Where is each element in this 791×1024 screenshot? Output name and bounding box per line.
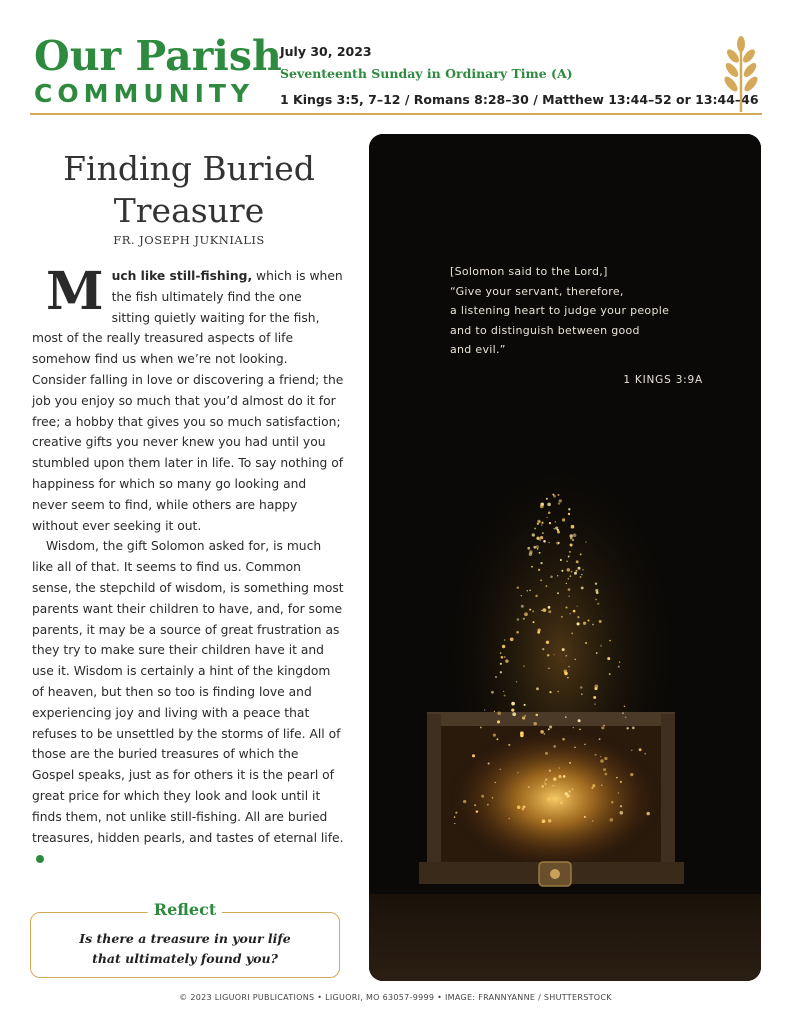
spark [549,522,551,524]
spark [527,590,529,592]
spark [592,624,594,626]
spark [548,511,551,514]
spark [600,756,601,757]
spark [476,810,478,812]
spark [566,583,567,584]
spark [528,786,530,788]
spark [605,773,608,776]
spark [529,553,533,557]
spark [599,620,602,623]
spark [570,537,573,540]
spark [497,711,501,715]
spark [523,618,525,620]
spark [504,639,505,640]
spark [550,575,553,578]
lead-in: uch like still-fishing, [111,269,253,283]
spark [537,631,540,634]
spark [511,708,514,711]
spark [503,691,504,692]
spark [496,738,498,740]
spark [557,494,559,496]
spark [599,738,601,740]
spark [532,610,534,612]
scripture-quote [450,262,740,360]
quote-line-3: a listening heart to judge your people [450,304,670,317]
spark [576,570,578,572]
spark [600,759,604,763]
spark [562,648,565,651]
spark [565,606,567,608]
spark [540,536,543,539]
spark [537,520,540,523]
spark [534,528,536,530]
page-footer: © 2023 LIGUORI PUBLICATIONS • LIGUORI, MO 63057-9999 • IMAGE: FRANNYANNE / SHUTTERSTOCK [179,993,612,1002]
treasure-chest-image [369,134,761,981]
spark [593,696,596,699]
spark [644,753,646,755]
spark [524,612,528,616]
spark [578,567,581,570]
reflect-box [30,900,340,978]
spark [541,522,543,524]
spark [504,656,506,658]
spark [570,575,572,577]
spark [618,666,620,668]
spark [596,652,598,654]
spark [610,818,614,822]
spark [488,763,490,765]
spark [568,596,569,597]
spark [618,792,619,793]
spark [543,608,547,612]
spark [622,712,623,713]
spark [532,533,535,536]
spark [568,588,571,591]
scripture-readings: 1 Kings 3:5, 7–12 / Romans 8:28–30 / Matthew 13:44–52 or 13:44–46 [280,92,759,107]
article-title: Finding Buried Treasure [63,149,315,231]
spark [619,661,620,662]
spark [521,605,524,608]
spark [583,622,586,625]
masthead [30,34,765,114]
spark [581,693,583,695]
masthead-divider [30,113,762,115]
spark [609,640,611,642]
reflect-label: Reflect [148,900,222,919]
spark [626,727,628,729]
spark [568,578,570,580]
spark [578,719,581,722]
spark [454,816,455,817]
spark [553,528,555,530]
spark [508,744,510,746]
spark [509,818,510,819]
spark [553,745,556,748]
article-byline: FR. JOSEPH JUKNIALIS [113,233,265,247]
spark [573,727,574,728]
spark [581,586,584,589]
spark [557,691,559,693]
spark [536,537,539,540]
spark [463,800,466,803]
spark [545,779,547,781]
spark [531,566,533,568]
spark [574,572,577,575]
spark [536,545,539,548]
spark [577,606,578,607]
spark [548,606,551,609]
spark [540,579,542,581]
spark [576,560,579,563]
quote-line-1: [Solomon said to the Lord,] [450,265,608,278]
spark [522,716,525,719]
spark [522,805,525,808]
spark [542,819,546,823]
spark [480,726,482,728]
spark [548,668,550,670]
issue-date: July 30, 2023 [280,44,372,59]
spark [536,714,539,717]
spark [584,744,586,746]
spark [501,656,504,659]
spark [500,652,502,654]
spark [630,773,633,776]
article-body [32,261,344,869]
spark [595,754,597,756]
spark [604,757,607,760]
spark [558,775,561,778]
spark [548,819,551,822]
quote-line-4: and to distinguish between good [450,323,640,337]
spark [585,541,586,542]
spark [568,790,571,793]
spark [548,542,550,544]
brand-title-line2: COMMUNITY [34,79,255,108]
spark [581,574,583,576]
spark [560,559,562,561]
reflect-question-line2: that ultimately found you? [92,951,278,966]
spark [562,738,565,741]
spark [545,783,546,784]
spark [603,725,605,727]
spark [533,722,536,725]
spark [584,816,586,818]
spark [620,805,622,807]
spark [560,801,563,804]
spark [455,812,457,814]
spark [516,681,517,682]
spark [639,748,642,751]
spark [524,704,526,706]
spark [592,784,595,787]
spark [535,595,538,598]
spark [549,770,551,772]
spark [548,728,550,730]
spark [573,610,576,613]
spark [569,762,571,764]
drop-cap: M [46,261,104,322]
spark [523,665,524,666]
spark [500,663,502,665]
spark [500,671,502,673]
spark [542,648,544,650]
spark [597,603,599,605]
spark [544,733,546,735]
spark [567,677,569,679]
spark [553,777,556,780]
spark [575,659,577,661]
spark [547,503,551,507]
spark [541,785,544,788]
spark [571,525,575,529]
spark [557,575,558,576]
spark [620,781,622,783]
spark [495,782,496,783]
spark [625,717,627,719]
spark [511,702,515,706]
spark [568,508,570,510]
spark [546,517,548,519]
spark [607,657,610,660]
spark [544,781,545,782]
spark [517,618,520,621]
reflect-question-line1: Is there a treasure in your life [79,931,291,946]
spark [592,820,594,822]
spark [524,715,526,717]
spark [562,518,565,521]
spark [555,527,558,530]
spark [546,585,548,587]
brand-title-line1: Our Parish [34,32,282,80]
spark [491,691,494,694]
spark [580,553,582,555]
liturgical-sunday: Seventeenth Sunday in Ordinary Time (A) [280,66,573,81]
spark [557,531,560,534]
spark [624,706,625,707]
paragraph-1 [32,261,344,536]
spark [517,587,519,589]
spark [582,569,584,571]
spark [510,637,514,641]
spark [553,654,554,655]
spark [516,631,519,634]
spark [565,792,568,795]
spark [565,716,567,718]
spark [595,583,597,585]
spark [539,539,541,541]
spark [616,777,617,778]
spark [494,711,495,712]
spark [557,592,559,594]
spark [558,502,560,504]
spark [571,632,573,634]
spark [540,562,542,564]
spark [492,797,494,799]
paragraph-1-text: which is when the fish ultimately find the one sitting quietly waiting for the fish, most of the really treasured aspects of life somehow find us when we’re not looking. Consider falling in love or discovering a friend; the job you enjoy so much that you’d almost do it for free; a hobby that gives you so much satisfaction; creative gifts you never knew you had until you stumbled upon them later in life. To say nothing of happiness for which so many go looking and never seem to find, while others are happy without ever seeking it out. [32,269,344,533]
spark [548,610,551,613]
spark [569,613,570,614]
spark [561,616,563,618]
spark [549,725,552,728]
spark [572,788,573,789]
spark [601,726,604,729]
spark [547,797,550,800]
spark [567,568,571,572]
spark [552,494,554,496]
spark [591,787,593,789]
spark [559,499,562,502]
green-dot-icon [36,855,44,863]
spark [495,676,497,678]
spark [549,691,551,693]
spark [542,532,544,534]
spark [558,767,560,769]
spark [603,768,606,771]
spark [619,811,623,815]
spark [574,747,576,749]
spark [521,595,522,596]
spark [566,560,568,562]
spark [532,621,534,623]
spark [540,730,543,733]
spark [580,576,582,578]
spark [512,712,516,716]
spark [481,795,484,798]
spark [497,720,500,723]
spark [505,659,508,662]
spark [572,539,574,541]
spark [487,804,489,806]
spark [484,709,485,710]
spark [585,642,587,644]
quote-line-5: and evil.” [450,343,506,356]
spark [566,655,568,657]
spark [474,804,476,806]
spark [541,524,542,525]
spark [517,772,518,773]
wheat-icon [720,34,762,114]
spark [646,812,649,815]
spark [595,589,598,592]
quote-source: 1 KINGS 3:9A [623,374,703,386]
spark [573,534,577,538]
spark [577,616,579,618]
spark [520,731,524,735]
spark [539,552,541,554]
spark [561,570,563,572]
spark [454,823,455,824]
spark [594,687,597,690]
spark [546,641,549,644]
spark [579,728,581,730]
spark [499,768,501,770]
spark [543,540,546,543]
spark [631,750,632,751]
spark [517,806,521,810]
spark [546,498,548,500]
quote-line-2: “Give your servant, therefore, [450,284,624,298]
spark [536,687,539,690]
spark [571,571,573,573]
reflect-question [31,929,339,969]
spark [588,620,590,622]
spark [595,599,597,601]
spark [529,590,531,592]
spark [564,672,568,676]
paragraph-2 [32,536,344,869]
spark [547,654,549,656]
spark [504,695,506,697]
spark [527,547,530,550]
spark [538,569,540,571]
spark [569,551,571,553]
spark [570,543,573,546]
spark [568,556,570,558]
spark [563,775,566,778]
spark [568,666,570,668]
spark [580,686,582,688]
spark [552,785,554,787]
paragraph-2-text: Wisdom, the gift Solomon asked for, is much like all of that. It seems to find us. Common sense, the stepchild of wisdom, is something most parents want their children to have, and, for some parents, it may be a source of great frustration as they try to make sure their children have it and use it. Wisdom is certainly a hint of the kingdom of heaven, but then so too is finding love and experiencing joy and living with a peace that refuses to be unsettled by the storms of life. All of those are the buried treasures of which the Gospel speaks, just as for others it is the pearl of great price for which they look and look until it finds them, not unlike still-fishing. All are buried treasures, hidden pearls, and tastes of eternal life. [32,539,344,845]
spark [632,727,635,730]
spark [545,752,548,755]
spark [600,645,601,646]
spark [568,513,570,515]
spark [609,673,611,675]
spark [540,505,544,509]
spark [611,801,613,803]
spark [601,785,602,786]
spark [529,609,531,611]
spark [594,703,596,705]
spark [472,754,475,757]
spark [555,521,556,522]
spark [502,645,505,648]
spark [493,733,496,736]
spark [558,542,560,544]
spark [577,622,580,625]
